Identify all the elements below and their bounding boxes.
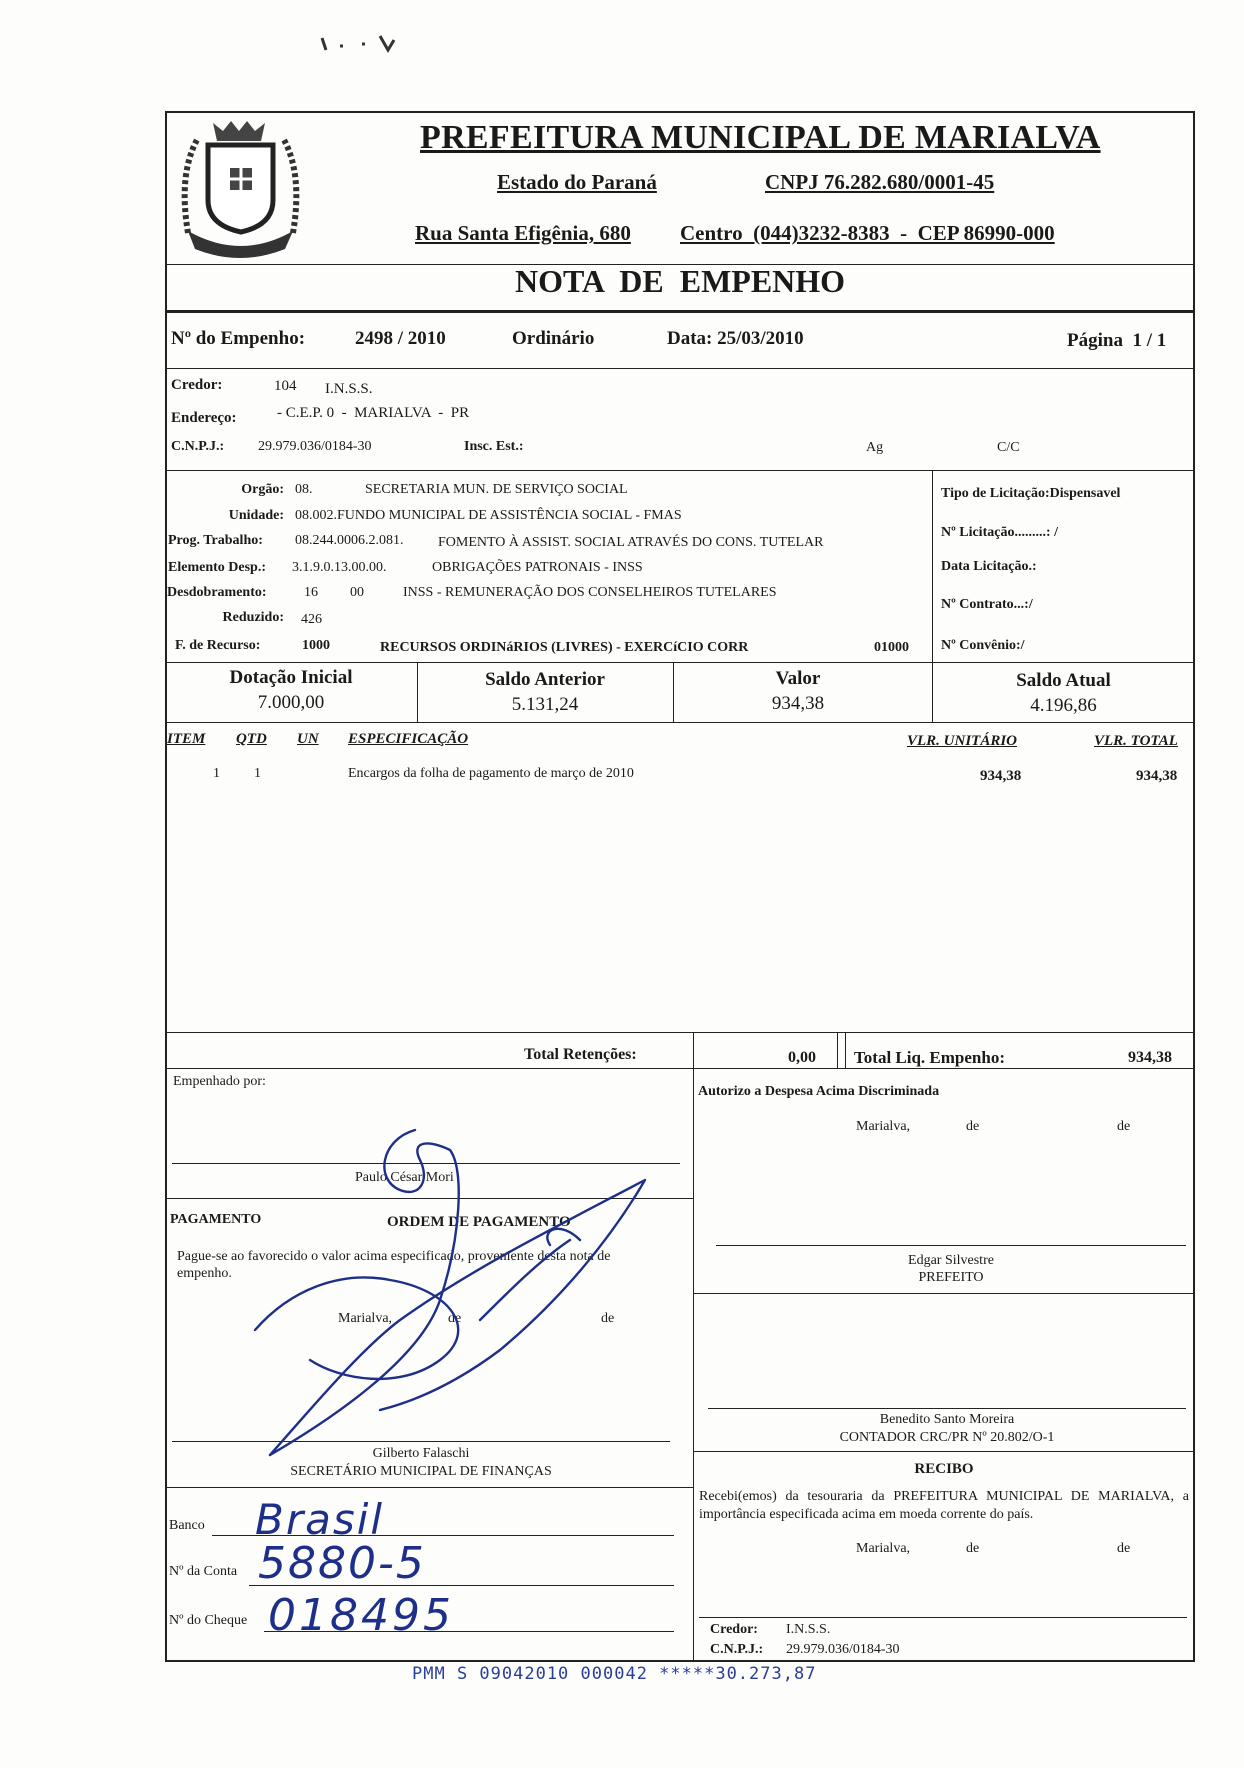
recibo-credor: I.N.S.S. (786, 1622, 831, 1637)
recibo-de-2: de (1117, 1541, 1131, 1556)
saldo-atual-label: Saldo Atual (1016, 670, 1111, 691)
saldo-anterior-value: 5.131,24 (511, 694, 579, 715)
contador-nome: Benedito Santo Moreira (879, 1412, 1015, 1427)
col-item: ITEM (167, 731, 206, 747)
autorizo-label: Autorizo a Despesa Acima Discriminada (698, 1084, 940, 1099)
recibo-place: Marialva, (856, 1541, 911, 1556)
item-desc: Encargos da folha de pagamento de março de 2010 (348, 766, 634, 781)
banco-label: Banco (169, 1518, 205, 1533)
total-retencoes-label: Total Retenções: (524, 1046, 637, 1063)
col-especificacao: ESPECIFICAÇÃO (348, 731, 469, 747)
item-unit-value: 934,38 (980, 768, 1022, 784)
total-liquido-label: Total Liq. Empenho: (854, 1048, 1005, 1067)
dotacao-inicial-label: Dotação Inicial (229, 667, 353, 688)
cnpj-label: CNPJ 76.282.680/0001-45 (765, 170, 995, 194)
credor-address: - C.E.P. 0 - MARIALVA - PR (277, 405, 470, 421)
col-vlr-unitario: VLR. UNITÁRIO (907, 733, 1018, 749)
credor-label: Credor: (171, 377, 223, 393)
prog-code: 08.244.0006.2.081. (295, 533, 404, 548)
empenho-number-label: Nº do Empenho: (171, 328, 306, 349)
pagamento-de-2: de (601, 1311, 615, 1326)
recibo-cnpj: 29.979.036/0184-30 (786, 1642, 900, 1657)
pagamento-de-1: de (448, 1311, 462, 1326)
top-mark (310, 28, 420, 58)
desdobramento-code2: 00 (350, 585, 364, 600)
coat-of-arms-icon (168, 113, 313, 263)
recurso-code2: 01000 (874, 640, 909, 655)
item-number: 1 (213, 766, 220, 781)
state-label: Estado do Paraná (497, 170, 657, 194)
numero-convenio: Nº Convênio:/ (941, 638, 1025, 653)
address-field-label: Endereço: (171, 410, 237, 426)
orgao-desc: SECRETARIA MUN. DE SERVIÇO SOCIAL (365, 482, 628, 497)
conta-label: Nº da Conta (169, 1564, 238, 1579)
orgao-code: 08. (295, 482, 313, 497)
col-vlr-total: VLR. TOTAL (1094, 733, 1178, 749)
cash-register-stamp: PMM S 09042010 000042 *****30.273,87 (412, 1664, 817, 1684)
autorizo-de-2: de (1117, 1119, 1131, 1134)
autorizo-place: Marialva, (856, 1119, 911, 1134)
secretario-cargo: SECRETÁRIO MUNICIPAL DE FINANÇAS (290, 1464, 552, 1479)
credor-cnpj: 29.979.036/0184-30 (258, 439, 372, 454)
conta-handwritten: 5880-5 (258, 1538, 426, 1589)
signature-scribble (250, 1120, 670, 1460)
col-qtd: QTD (236, 731, 267, 747)
ordem-pagamento-label: ORDEM DE PAGAMENTO (387, 1214, 571, 1230)
pagamento-place: Marialva, (338, 1311, 393, 1326)
empenho-number: 2498 / 2010 (355, 328, 446, 349)
cheque-label: Nº do Cheque (169, 1613, 248, 1628)
page-number: Página 1 / 1 (1067, 330, 1167, 351)
reduzido-label: Reduzido: (222, 610, 284, 625)
banco-handwritten: Brasil (255, 1495, 385, 1544)
account-label: C/C (997, 440, 1020, 455)
empenhado-nome: Paulo César Mori (355, 1170, 454, 1185)
prog-label: Prog. Trabalho: (168, 533, 263, 548)
address-label: Centro (044)3232-8383 - CEP 86990-000 (680, 221, 1055, 245)
desdobramento-code1: 16 (304, 585, 318, 600)
page-title: PREFEITURA MUNICIPAL DE MARIALVA (420, 119, 1101, 156)
credor-cnpj-label: C.N.P.J.: (171, 439, 225, 454)
recurso-desc: RECURSOS ORDINáRIOS (LIVRES) - EXERCíCIO CORR (380, 640, 749, 655)
document-title: NOTA DE EMPENHO (514, 263, 846, 299)
prefeito-cargo: PREFEITO (918, 1270, 984, 1285)
col-un: UN (297, 731, 319, 747)
data-licitacao: Data Licitação.: (941, 559, 1037, 574)
empenho-type: Ordinário (512, 328, 595, 349)
agency-label: Ag (866, 440, 884, 455)
street-label: Rua Santa Efigênia, 680 (415, 221, 631, 245)
cheque-handwritten: 018495 (268, 1590, 454, 1641)
recibo-label: RECIBO (914, 1461, 974, 1477)
item-total-value: 934,38 (1136, 768, 1178, 784)
reduzido-value: 426 (301, 612, 322, 627)
empenho-date: Data: 25/03/2010 (667, 328, 804, 349)
elemento-label: Elemento Desp.: (168, 560, 266, 575)
recibo-de-1: de (966, 1541, 980, 1556)
total-liquido-value: 934,38 (1128, 1049, 1172, 1066)
credor-name: I.N.S.S. (325, 381, 373, 397)
valor-label: Valor (775, 668, 821, 689)
unidade-code: 08.002. (295, 508, 337, 523)
recurso-label: F. de Recurso: (175, 638, 261, 653)
prefeito-nome: Edgar Silvestre (908, 1253, 994, 1268)
saldo-anterior-label: Saldo Anterior (485, 669, 605, 690)
dotacao-inicial-value: 7.000,00 (257, 692, 325, 713)
elemento-code: 3.1.9.0.13.00.00. (292, 560, 387, 575)
autorizo-de-1: de (966, 1119, 980, 1134)
prog-desc: FOMENTO À ASSIST. SOCIAL ATRAVÉS DO CONS. TUTELAR (438, 535, 824, 550)
pague-text: Pague-se ao favorecido o valor acima especificado, proveniente desta nota de empenho. (177, 1249, 611, 1281)
tipo-licitacao: Tipo de Licitação:Dispensavel (941, 486, 1121, 501)
saldo-atual-value: 4.196,86 (1030, 695, 1097, 716)
unidade-desc: FUNDO MUNICIPAL DE ASSISTÊNCIA SOCIAL - FMAS (337, 508, 682, 523)
orgao-label: Orgão: (241, 482, 284, 497)
desdobramento-label: Desdobramento: (167, 585, 267, 600)
recibo-credor-label: Credor: (710, 1622, 758, 1637)
numero-contrato: Nº Contrato...:/ (941, 597, 1033, 612)
contador-cargo: CONTADOR CRC/PR Nº 20.802/O-1 (839, 1430, 1055, 1445)
recibo-text: Recebi(emos) da tesouraria da PREFEITURA MUNICIPAL DE MARIALVA, a importância especificada acima em moeda corrente do país. (699, 1489, 1189, 1522)
recibo-cnpj-label: C.N.P.J.: (710, 1642, 764, 1657)
elemento-desc: OBRIGAÇÕES PATRONAIS - INSS (432, 560, 643, 575)
numero-licitacao: Nº Licitação.........: / (941, 525, 1058, 540)
item-qtd: 1 (254, 766, 261, 781)
desdobramento-desc: INSS - REMUNERAÇÃO DOS CONSELHEIROS TUTELARES (403, 585, 777, 600)
total-retencoes-value: 0,00 (788, 1049, 816, 1066)
recurso-code: 1000 (302, 638, 330, 653)
credor-code: 104 (274, 378, 297, 394)
secretario-nome: Gilberto Falaschi (372, 1446, 470, 1461)
unidade-label: Unidade: (228, 508, 284, 523)
insc-est-label: Insc. Est.: (464, 439, 524, 454)
pagamento-label: PAGAMENTO (170, 1212, 262, 1227)
empenhado-por-label: Empenhado por: (173, 1074, 266, 1089)
valor-value: 934,38 (771, 693, 825, 714)
